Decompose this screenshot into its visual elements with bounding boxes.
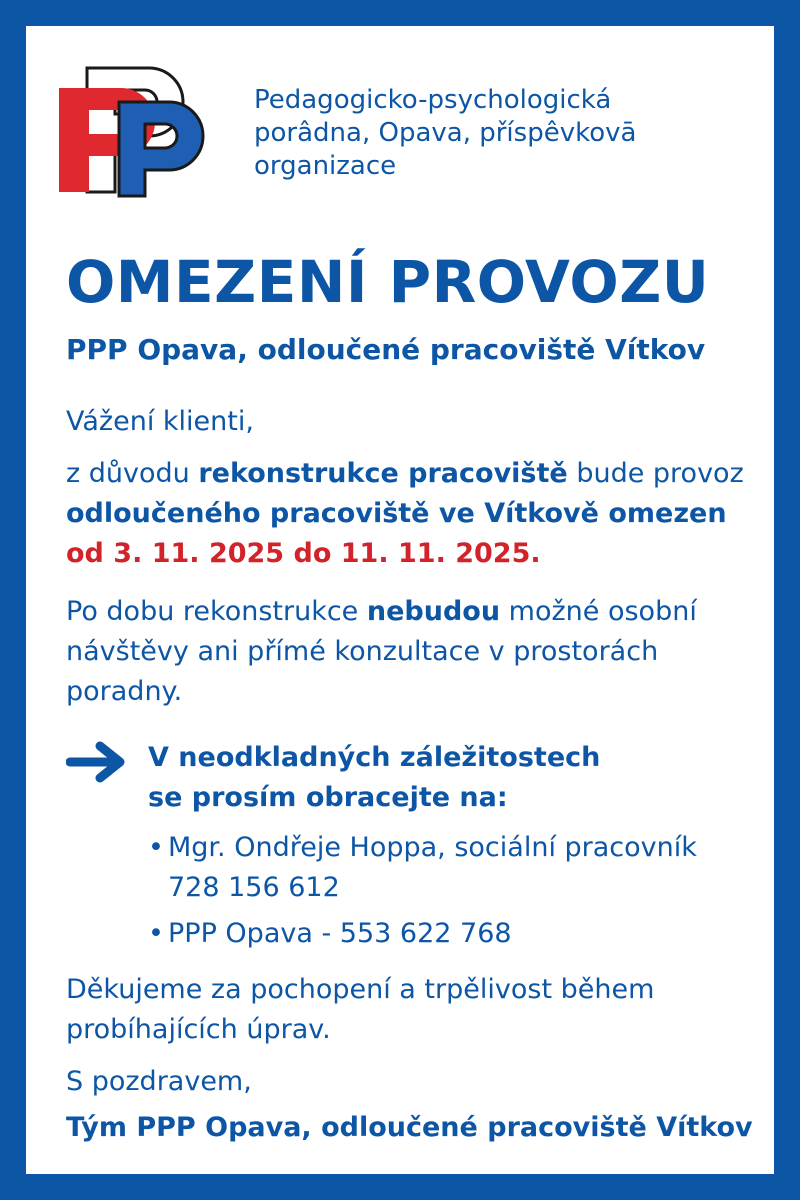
urgent-heading-line-1: V neodkladných záležitostech — [148, 742, 601, 773]
notice-title: OMEZENÍ PROVOZU — [66, 248, 710, 316]
greeting: Vážení klienti, — [66, 406, 254, 437]
notice-date-range: od 3. 11. 2025 do 11. 11. 2025. — [66, 538, 541, 569]
contact-item — [148, 914, 768, 954]
notice-paragraph — [66, 454, 766, 574]
notice-bold-1: rekonstrukce pracoviště — [198, 458, 568, 489]
urgent-heading — [148, 738, 748, 818]
restriction-paragraph — [66, 592, 766, 712]
organization-line-2: porâdna, Opava, příspêvkovā — [254, 118, 637, 148]
notice-subtitle: PPP Opava, odloučené pracoviště Vítkov — [66, 333, 706, 366]
restriction-line-2: návštěvy ani přímé konzultace v prostorách — [66, 636, 659, 667]
notice-part-1: z důvodu — [66, 458, 199, 489]
organization-name — [254, 84, 754, 183]
contact-item — [148, 828, 768, 908]
thanks-line-1: Děkujeme za pochopení a trpělivost během — [66, 974, 655, 1005]
contact-list — [148, 828, 768, 960]
restriction-part-2: možné osobní — [500, 596, 697, 627]
thanks-paragraph — [66, 970, 766, 1050]
arrow-right-icon — [66, 740, 130, 784]
restriction-line-3: poradny. — [66, 676, 183, 707]
thanks-line-2: probíhajících úprav. — [66, 1014, 331, 1045]
contact-name: PPP Opava - 553 622 768 — [168, 918, 512, 949]
restriction-part-1: Po dobu rekonstrukce — [66, 596, 367, 627]
signature: Tým PPP Opava, odloučené pracoviště Vítkov — [66, 1112, 753, 1143]
organization-line-3: organizace — [254, 151, 397, 181]
restriction-bold: nebudou — [366, 596, 501, 627]
bullet: • — [148, 832, 164, 863]
organization-line-1: Pedagogicko-psychologická — [254, 85, 612, 115]
notice-bold-2: odloučeného pracoviště ve Vítkově omezen — [66, 498, 727, 529]
closing: S pozdravem, — [66, 1066, 252, 1097]
contact-phone: 728 156 612 — [168, 872, 340, 903]
contact-name: Mgr. Ondřeje Hoppa, sociální pracovník — [168, 832, 697, 863]
urgent-heading-line-2: se prosím obracejte na: — [148, 782, 508, 813]
bullet: • — [148, 918, 164, 949]
ppp-logo-icon — [57, 64, 207, 198]
notice-part-2: bude provoz — [567, 458, 744, 489]
